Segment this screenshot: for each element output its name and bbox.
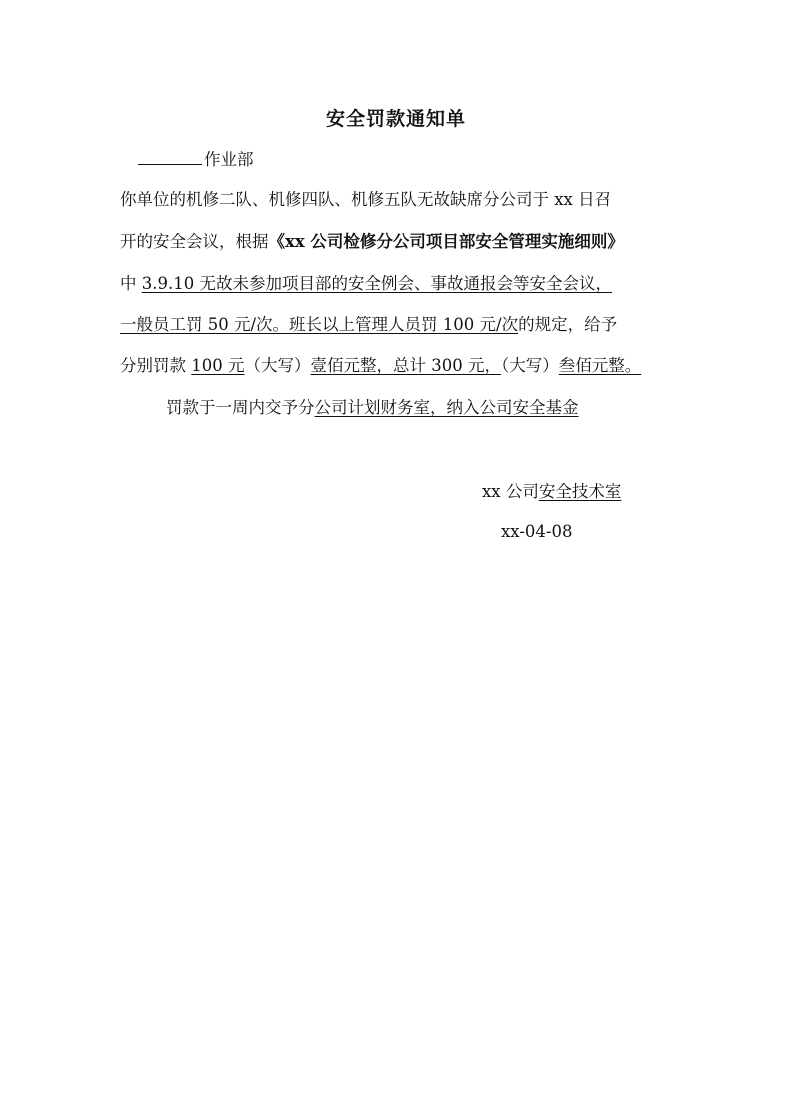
- signature-org: [482, 480, 792, 504]
- department-blank: [138, 146, 202, 165]
- fine-amount-words: 壹佰元整，总计 300 元，: [310, 356, 501, 375]
- signature-date: xx-04-08: [501, 522, 573, 541]
- paragraph-text: （大写）: [500, 356, 559, 375]
- paragraph-text: 你单位的机修二队、机修四队、机修五队无故缺席分公司于 xx 日召: [120, 190, 612, 209]
- fine-amount: 100 元: [191, 356, 245, 375]
- regulation-title: 《xx 公司检修分公司项目部安全管理实施细则》: [268, 232, 624, 251]
- department-suffix: 作业部: [204, 150, 254, 169]
- payment-line: [166, 396, 726, 420]
- paragraph-line-4: [120, 313, 680, 337]
- fine-rates: 一般员工罚 50 元/次。班长以上管理人员罚 100 元/次: [120, 315, 519, 334]
- paragraph-text: 分别罚款: [120, 356, 192, 375]
- paragraph-text: 的规定，给予: [518, 315, 618, 334]
- paragraph-line-3: [120, 272, 680, 296]
- paragraph-text: 中: [120, 274, 142, 293]
- paragraph-line-2: [120, 230, 680, 254]
- paragraph-line-1: [120, 188, 680, 212]
- paragraph-text: （大写）: [244, 356, 311, 375]
- payment-destination: 公司计划财务室，纳入公司安全基金: [314, 398, 579, 417]
- document-title: 安全罚款通知单: [325, 108, 466, 130]
- total-amount-words: 叁佰元整。: [558, 356, 642, 375]
- payment-text: 罚款于一周内交予分: [166, 398, 315, 417]
- department-line: [138, 146, 698, 172]
- regulation-clause: 3.9.10 无故未参加项目部的安全例会、事故通报会等安全会议，: [141, 274, 612, 293]
- paragraph-text: 开的安全会议，根据: [120, 232, 269, 251]
- signature-office: 安全技术室: [538, 482, 622, 501]
- paragraph-line-5: [120, 354, 680, 378]
- signature-company: xx 公司: [482, 482, 539, 501]
